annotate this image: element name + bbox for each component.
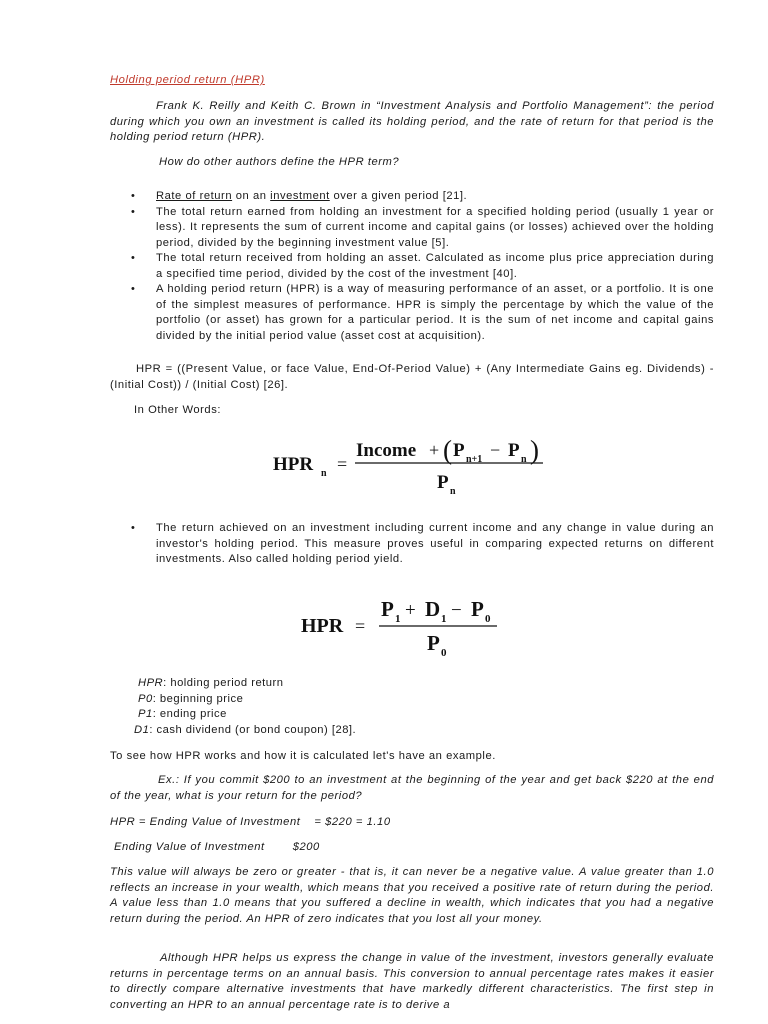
question-text: How do other authors define the HPR term? (159, 156, 400, 168)
formula1-lhs-sub: n (321, 468, 327, 479)
definition-list-2 (110, 521, 714, 568)
formula2-d: D (425, 597, 441, 621)
formula2-den-sub: 0 (441, 647, 447, 659)
hpr-formula (295, 588, 510, 660)
symbol-definitions (134, 676, 357, 738)
investment-link[interactable]: investment (270, 190, 330, 202)
formula2-minus: − (451, 600, 462, 621)
list-item: • The return achieved on an investment including current income and any change in value during an investor's holding period. This measure proves useful in comparing expected returns on different investments. Also called holding period yield. (110, 521, 714, 568)
formula1-equals: = (337, 454, 348, 474)
hpr-text-formula: HPR = ((Present Value, or face Value, End-Of-Period Value) + (Any Intermediate Gains eg. Dividends) - (Initial Cost)) / (Initial Cost) [26]. (110, 363, 714, 391)
formula1-p2-sub: n (521, 454, 527, 465)
formula2-den: P (427, 631, 440, 655)
hpr-n-formula (265, 428, 555, 502)
formula2-p0-sub: 0 (485, 613, 491, 625)
formula1-open-paren: ( (443, 435, 452, 465)
formula1-p1: P (453, 440, 465, 461)
formula2-lhs: HPR (301, 615, 344, 637)
final-paragraph: Although HPR helps us express the change in value of the investment, investors generally evaluate returns in percentage terms on an annual basis. This conversion to annual percentage rates makes it easier to directly compare alternative investments that have markedly different characteristics. The first step in converting an HPR to an annual percentage rate is to derive a (110, 952, 714, 1011)
formula1-lhs: HPR (273, 454, 314, 475)
formula1-den-sub: n (450, 486, 456, 497)
rate-of-return-link[interactable]: Rate of return (156, 190, 233, 202)
list-item: • Rate of return on an investment over a given period [21]. (110, 189, 714, 205)
formula1-minus: − (490, 440, 501, 460)
formula2-d-sub: 1 (441, 613, 447, 625)
formula1-den: P (437, 472, 449, 493)
formula2-plus: + (405, 600, 416, 621)
intro-paragraph: Frank K. Reilly and Keith C. Brown in “Investment Analysis and Portfolio Management”: the period during which you own an investment is called its holding period, and the rate of return for that period is the holding period return (HPR). (110, 100, 714, 143)
example-question: Ex.: If you commit $200 to an investment at the beginning of the year and get back $220 at the end of the year, what is your return for the period? (110, 774, 714, 802)
formula2-equals: = (355, 616, 366, 636)
list-item: • The total return received from holding an asset. Calculated as income plus price appreciation during a specified time period, divided by the cost of the investment [40]. (110, 251, 714, 282)
formula1-close-paren: ) (530, 435, 539, 465)
definition-row: HPR: holding period return (138, 677, 284, 689)
definition-row: P0: beginning price (138, 692, 244, 705)
formula1-p1-sub: n+1 (466, 454, 483, 465)
definition-row: P1: ending price (138, 708, 227, 720)
formula1-income: Income (356, 440, 417, 461)
definition-row: D1: cash dividend (or bond coupon) [28]. (134, 723, 357, 736)
calc-line-2: Ending Value of Investment $200 (114, 841, 320, 853)
section-heading: Holding period return (HPR) (110, 74, 265, 86)
list-item: • A holding period return (HPR) is a way of measuring performance of an asset, or a portfolio. It is one of the simplest measures of performance. HPR is simply the percentage by which the value of the portfolio (or asset) has grown for a particular period. It is the sum of net income and capital gains divided by the initial period value (asset cost at acquisition). (110, 282, 714, 344)
in-other-words: In Other Words: (134, 404, 222, 416)
explanation-paragraph: This value will always be zero or greater - that is, it can never be a negative value. A value greater than 1.0 reflects an increase in your wealth, which means that you received a positive rate of return during the period. A value less than 1.0 means that you suffered a decline in wealth, which indicates that you had a negative return during the period. An HPR of zero indicates that you lost all your money. (110, 866, 714, 925)
calc-line-1: HPR = Ending Value of Investment = $220 = 1.10 (110, 816, 391, 828)
definition-list (110, 189, 714, 344)
list-item: • The total return earned from holding an investment for a specified holding period (usually 1 year or less). It represents the sum of current income and capital gains (or losses) achieved over the holding period, divided by the beginning investment value [5]. (110, 205, 714, 252)
formula2-p1-sub: 1 (395, 613, 401, 625)
formula2-p1: P (381, 597, 394, 621)
formula2-p0: P (471, 597, 484, 621)
formula1-p2: P (508, 440, 520, 461)
example-intro: To see how HPR works and how it is calculated let's have an example. (110, 750, 496, 762)
formula1-plus: + (429, 440, 440, 460)
